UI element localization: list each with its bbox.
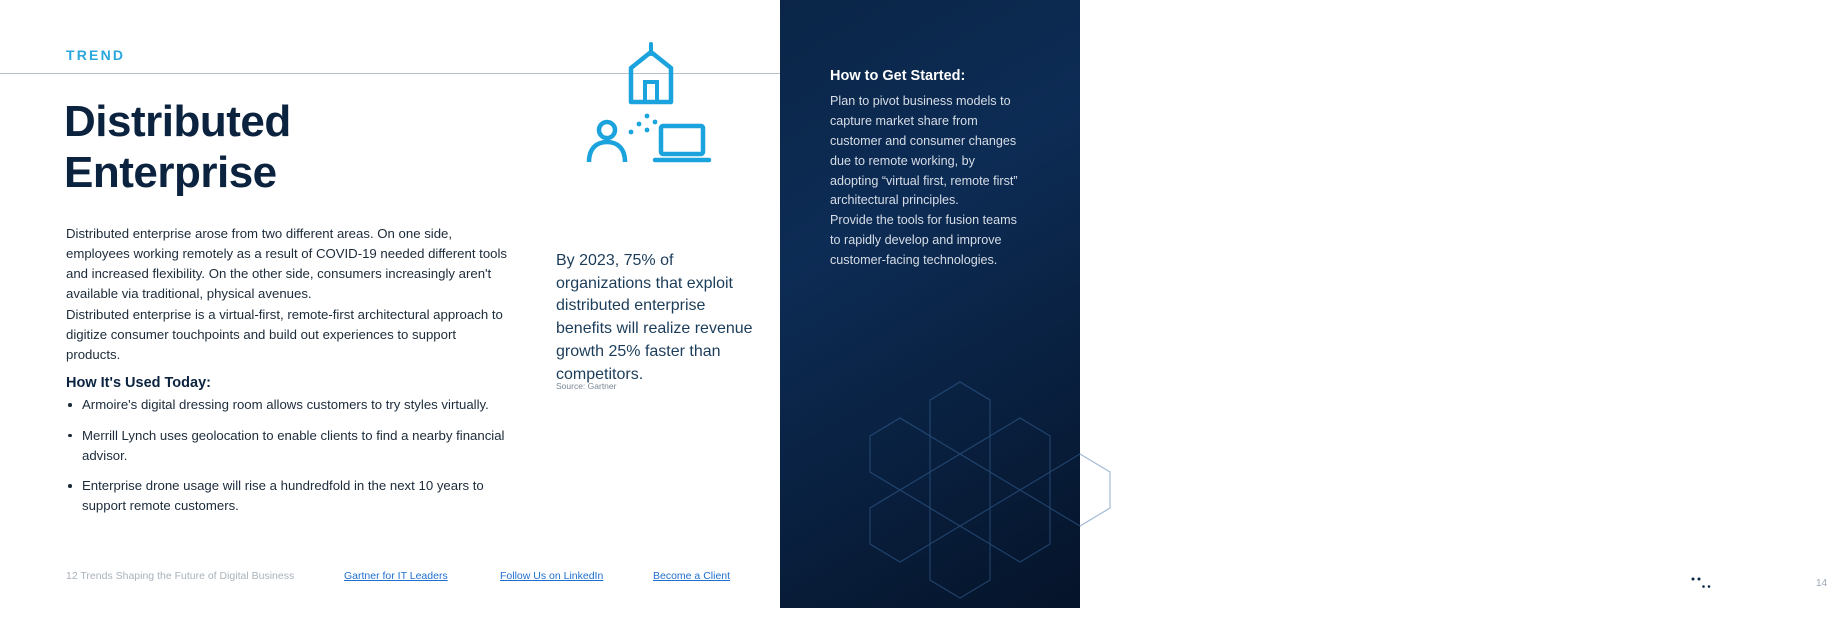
footer-note: 12 Trends Shaping the Future of Digital Business bbox=[66, 570, 295, 582]
panel-body bbox=[830, 92, 1020, 271]
panel-body-paragraph-1: Plan to pivot business models to capture market share from customer and consumer changes due to remote working, by adopting “virtual first, remote first” architectural principles. bbox=[830, 94, 1018, 208]
page-title-line-2: Enterprise bbox=[64, 148, 277, 198]
footer-link-gartner-for-it-leaders[interactable]: Gartner for IT Leaders bbox=[344, 570, 448, 582]
statistic-quote: By 2023, 75% of organizations that exploit distributed enterprise benefits will realize revenue growth 25% faster than competitors. bbox=[556, 252, 753, 383]
panel-body-paragraph-2: Provide the tools for fusion teams to rapidly develop and improve customer-facing technologies. bbox=[830, 213, 1017, 268]
statistic-source: Source: Gartner bbox=[556, 381, 617, 391]
main-content-area bbox=[0, 0, 780, 608]
wechat-icon bbox=[1683, 570, 1717, 598]
trend-label: TREND bbox=[66, 47, 126, 63]
list-item: Enterprise drone usage will rise a hundredfold in the next 10 years to support remote customers. bbox=[66, 476, 516, 516]
usage-bullet-list bbox=[66, 395, 516, 527]
footer-link-become-a-client[interactable]: Become a Client bbox=[653, 570, 731, 582]
body-paragraph-2: Distributed enterprise is a virtual-first, remote-first architectural approach to digitize consumer touchpoints and build out experiences to support products. bbox=[66, 307, 503, 363]
body-paragraph-1: Distributed enterprise arose from two different areas. On one side, employees working remotely as a result of COVID-19 needed different tools and increased flexibility. On the other side, consumers increasingly aren't available via traditional, physical avenues. bbox=[66, 226, 508, 302]
watermark bbox=[1683, 543, 1746, 624]
watermark-name: 孙金城 bbox=[1726, 547, 1747, 623]
page-title-line-1: Distributed bbox=[64, 97, 291, 146]
distributed-enterprise-icon bbox=[575, 40, 735, 180]
list-item: Armoire's digital dressing room allows customers to try styles virtually. bbox=[66, 395, 516, 415]
how-to-get-started-panel bbox=[780, 0, 1827, 623]
hexagon-pattern-decoration bbox=[780, 330, 1080, 610]
section-subheading: How It's Used Today: bbox=[66, 375, 211, 391]
icon-svg bbox=[575, 40, 735, 180]
footer-link-linkedin[interactable]: Follow Us on LinkedIn bbox=[500, 570, 604, 582]
page-title bbox=[64, 96, 524, 198]
wechat-icon-svg bbox=[1683, 570, 1717, 598]
list-item: Merrill Lynch uses geolocation to enable clients to find a nearby financial advisor. bbox=[66, 426, 516, 466]
page-number: 14 bbox=[1816, 578, 1827, 589]
panel-heading: How to Get Started: bbox=[830, 68, 966, 84]
